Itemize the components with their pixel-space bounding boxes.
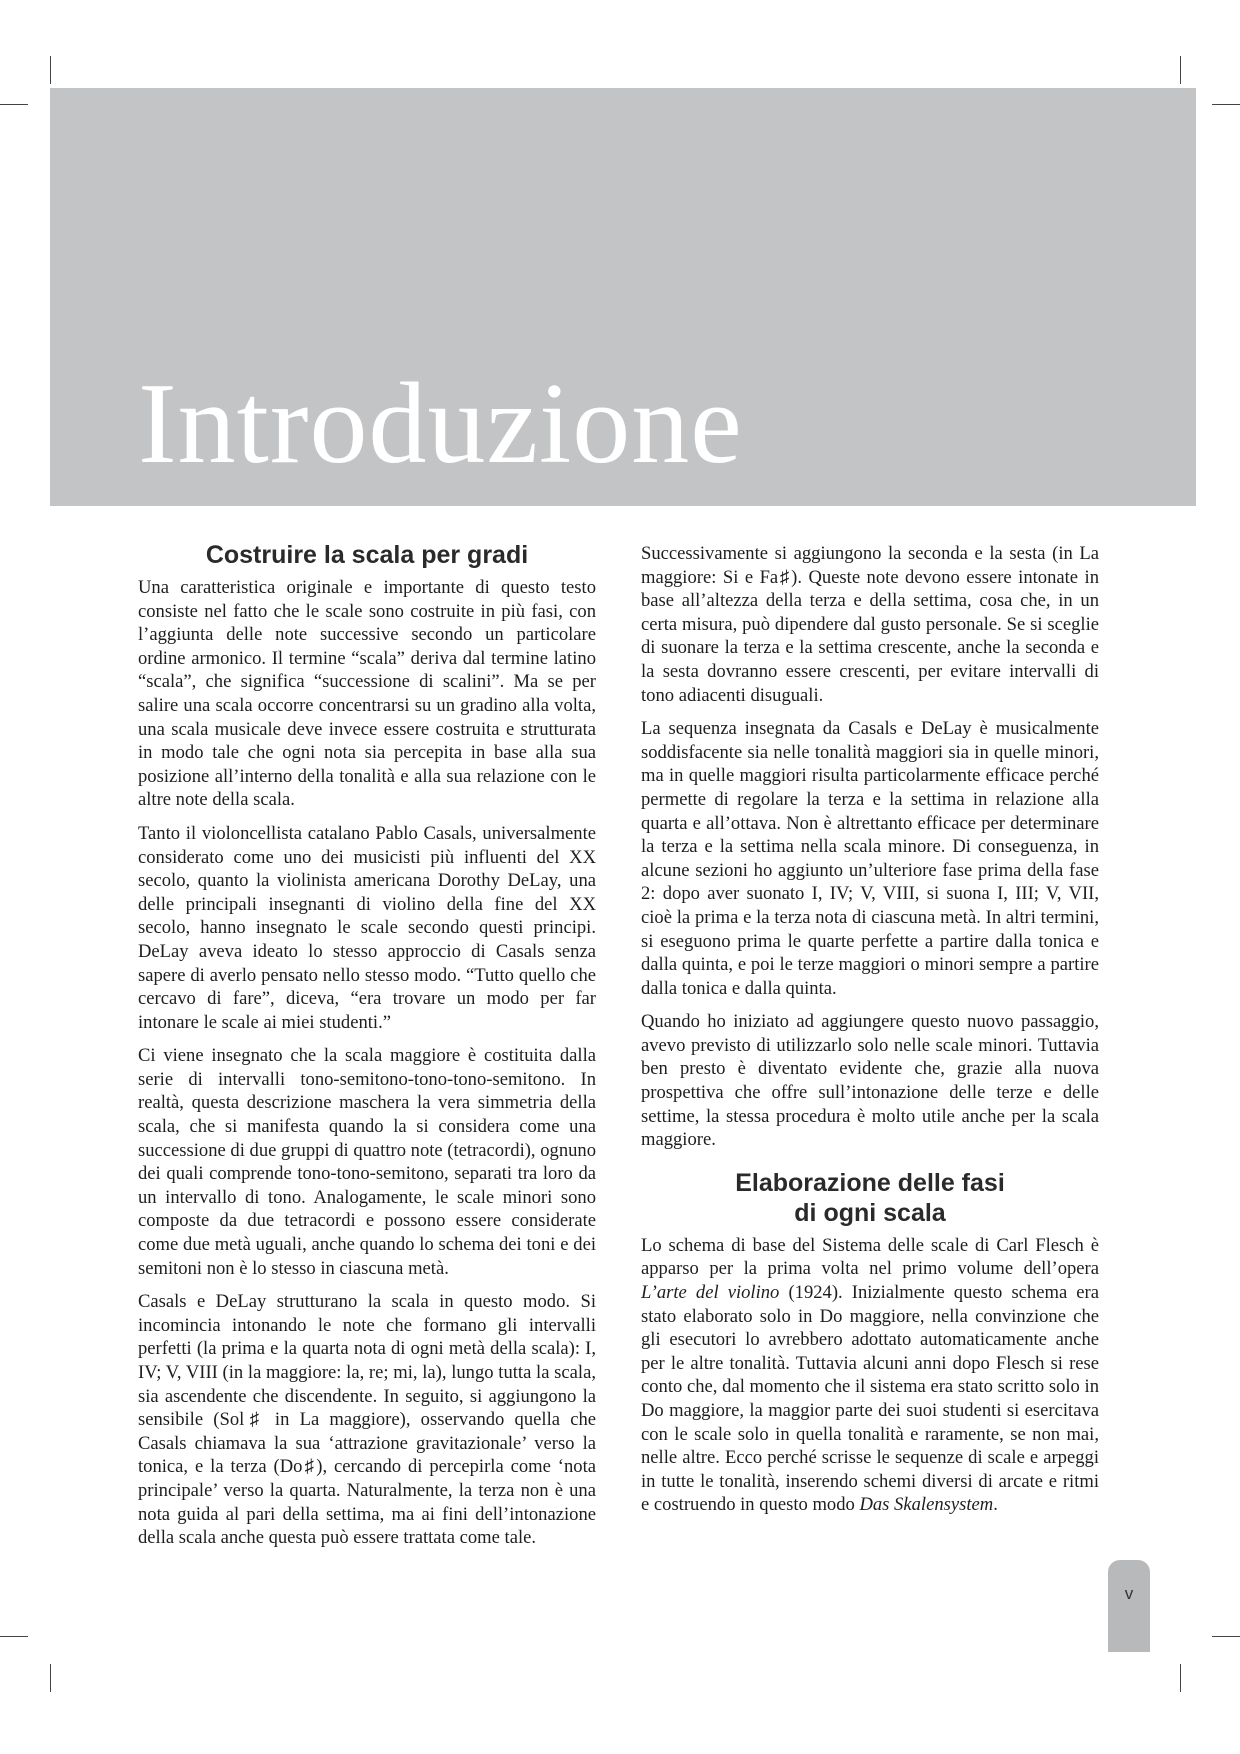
paragraph: Tanto il violoncellista catalano Pablo Casals, universalmente considerato come uno dei musicisti più influenti del XX secolo, quanto la violinista americana Dorothy DeLay, una delle principali insegnanti di violino della fine del XX secolo, hanno insegnato le scale secondo questi principi. DeLay aveva ideato lo stesso approccio di Casals senza sapere di averlo pensato nello stesso modo. “Tutto quello che cercavo di fare”, diceva, “era trovare un modo per far intonare le scale ai miei studenti.” — [138, 822, 596, 1033]
right-column — [641, 542, 1099, 1527]
crop-mark — [50, 1664, 51, 1692]
paragraph — [641, 1234, 1099, 1517]
crop-mark — [1180, 1664, 1181, 1692]
crop-mark — [50, 56, 51, 84]
text-run: (1924). Inizialmente questo schema era stato elaborato solo in Do maggiore, nella convinzione che gli esecutori lo avrebbero adottato automaticamente anche per le altre tonalità. Tuttavia alcuni anni dopo Flesch si rese conto che, dal momento che il sistema era stato scritto solo in Do maggiore, la maggior parte dei suoi studenti si esercitava con le scale solo in quella tonalità e raramente, se non mai, nelle altre. Ecco perché scrisse le sequenze di scale e arpeggi in tutte le tonalità, inserendo schemi diversi di arcate e ritmi e costruendo in questo modo — [641, 1282, 1099, 1516]
section-heading — [641, 1168, 1099, 1228]
crop-mark — [1212, 1636, 1240, 1637]
left-column — [138, 540, 596, 1560]
crop-mark — [0, 1636, 28, 1637]
crop-mark — [0, 104, 28, 105]
paragraph: La sequenza insegnata da Casals e DeLay è musicalmente soddisfacente sia nelle tonalità maggiori sia in quelle minori, ma in quelle maggiori risulta particolarmente efficace perché permette di regolare la terza e la settima in relazione alla quarta e all’ottava. Non è altrettanto efficace per determinare la terza e la settima nella scala minore. Di conseguenza, in alcune sezioni ho aggiunto un’ulteriore fase prima della fase 2: dopo aver suonato I, IV; V, VIII, si suona I, III; V, VII, cioè la prima e la terza nota di ciascuna metà. In altri termini, si eseguono prima le quarte perfette a partire dalla tonica e dalla quinta, e poi le terze maggiori o minori sempre a partire dalla tonica e dalla quinta. — [641, 718, 1099, 999]
paragraph: Quando ho iniziato ad aggiungere questo nuovo passaggio, avevo previsto di utilizzarlo solo nelle scale minori. Tuttavia ben presto è diventato evidente che, grazie alla nuova prospettiva che offre sull’intonazione delle terze e delle settime, la stessa procedura è molto utile anche per la scala maggiore. — [641, 1011, 1099, 1151]
section-heading-line: Elaborazione delle fasi — [735, 1168, 1005, 1197]
text-run: . — [993, 1494, 998, 1516]
crop-mark — [1180, 56, 1181, 84]
book-title: L’arte del violino — [641, 1282, 780, 1304]
chapter-title: Introduzione — [138, 360, 743, 488]
text-run: Lo schema di base del Sistema delle scale di Carl Flesch è apparso per la prima volta nel primo volume dell’opera — [641, 1234, 1099, 1280]
section-heading: Costruire la scala per gradi — [205, 541, 529, 569]
paragraph: Ci viene insegnato che la scala maggiore è costituita dalla serie di intervalli tono-semitono-tono-tono-semitono. In realtà, questa descrizione maschera la vera simmetria della scala, che si manifesta quando la si considera come una successione di due gruppi di quattro note (tetracordi), ognuno dei quali comprende tono-tono-semitono, separati tra loro da un intervallo di tono. Analogamente, le scale minori sono composte da due tetracordi e possono essere considerate come due metà uguali, anche quando lo schema dei toni e dei semitoni non è lo stesso in ciascuna metà. — [138, 1045, 597, 1279]
page-number: v — [1124, 1584, 1134, 1603]
chapter-banner — [50, 88, 1196, 506]
page-number-tab — [1108, 1560, 1150, 1652]
section-heading-line: di ogni scala — [794, 1198, 946, 1227]
paragraph: Casals e DeLay strutturano la scala in questo modo. Si incomincia intonando le note che formano gli intervalli perfetti (la prima e la quarta nota di ogni metà della scala): I, IV; V, VIII (in la maggiore: la, re; mi, la), lungo tutta la scala, sia ascendente che discendente. In seguito, si aggiungono la sensibile (Sol♯ in La maggiore), osservando quella che Casals chiamava la sua ‘attrazione gravitazionale’ verso la tonica, e la terza (Do♯), cercando di percepirla come ‘nota principale’ verso la quarta. Naturalmente, la terza non è una nota guida al pari della settima, ma ai fini dell’intonazione della scala anche questa può essere trattata come tale. — [138, 1291, 596, 1549]
crop-mark — [1212, 104, 1240, 105]
paragraph: Successivamente si aggiungono la seconda e la sesta (in La maggiore: Si e Fa♯). Queste note devono essere intonate in base all’altezza della terza e della settima, cosa che, in un certa misura, può dipendere dal gusto personale. Se si sceglie di suonare la terza e la settima crescente, anche la seconda e la sesta dovranno essere crescenti, per evitare intervalli di tono adiacenti disuguali. — [641, 543, 1099, 706]
book-title: Das Skalensystem — [859, 1494, 994, 1516]
paragraph: Una caratteristica originale e importante di questo testo consiste nel fatto che le scale sono costruite in più fasi, con l’aggiunta delle note successive secondo un particolare ordine armonico. Il termine “scala” deriva dal termine latino “scala”, che significa “successione di scalini”. Ma se per salire una scala occorre concentrarsi su un gradino alla volta, una scala musicale deve invece essere costruita e strutturata in modo tale che ogni nota sia percepita in base alla sua posizione all’interno della tonalità e alla sua relazione con le altre note della scala. — [138, 577, 596, 811]
